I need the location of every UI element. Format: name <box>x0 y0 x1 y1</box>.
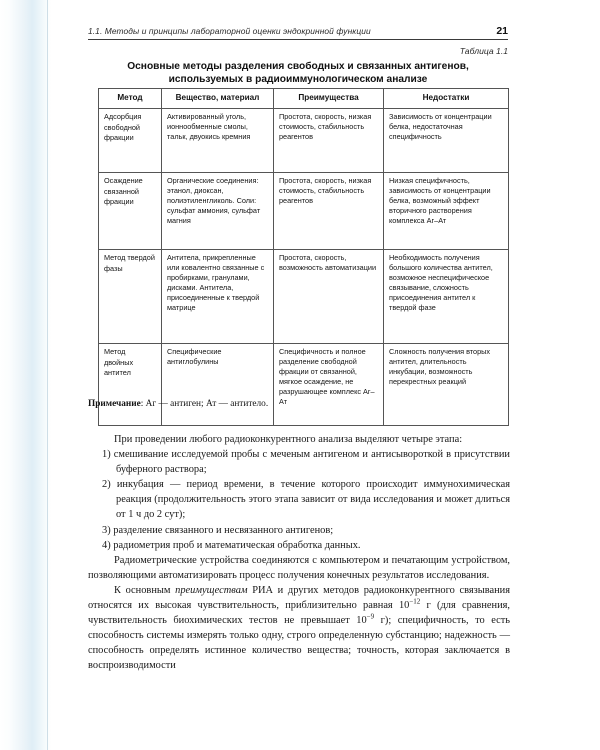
paragraph-advantages <box>88 583 510 674</box>
para3-superscript-2: −9 <box>366 612 375 621</box>
cell-disadvantages: Сложность получения вторых антител, длительность инкубации, возможность перекрестных реакций <box>384 344 509 426</box>
table-caption-line-1: Основные методы разделения свободных и связанных антигенов, <box>127 61 469 72</box>
table-caption-line-2: используемых в радиоиммунологическом анализе <box>168 74 428 85</box>
column-header-advantages: Преимущества <box>274 89 384 109</box>
running-head-title: 1.1. Методы и принципы лабораторной оценки эндокринной функции <box>88 26 371 36</box>
column-header-method: Метод <box>99 89 162 109</box>
list-item: 4) радиометрия проб и математическая обработка данных. <box>102 539 361 551</box>
list-item: 2) инкубация — период времени, в течение которого происходит иммунохимическая реакция (продолжительность этого этапа зависит от вида исследования и может длиться от 1 ч до 2 сут); <box>102 479 510 521</box>
table-row <box>99 173 509 250</box>
cell-advantages: Специфичность и полное разделение свободной фракции от связанной, мягкое осаждение, не разрушающее комплекс Аг–Ат <box>274 344 384 426</box>
cell-substance: Органические соединения: этанол, диоксан, полиэтиленгликоль. Соли: сульфат аммония, сульфат магния <box>162 173 274 250</box>
para3-segment-c: г (для сравнения, чувствительность биохимических тестов не превышает 10 <box>88 600 511 627</box>
table-header-row <box>99 89 509 109</box>
table-number-label: Таблица 1.1 <box>459 46 508 56</box>
page-number: 21 <box>496 25 508 37</box>
para3-segment-d: г); специфичность, то есть способность системы измерять только одну, строго определенную субстанцию; надежность — способность определять истинное количество вещества; точность, которая заключается в воспроизводимости <box>88 615 510 672</box>
body-text <box>88 432 510 674</box>
cell-method: Метод двойных антител <box>99 344 162 426</box>
cell-disadvantages: Необходимость получения большого количества антител, возможное неспецифическое связывание, сложность присоединения антител к твердой фазе <box>384 250 509 344</box>
cell-method: Адсорбция свободной фракции <box>99 109 162 173</box>
table-note <box>88 399 268 409</box>
list-item: 3) разделение связанного и несвязанного антигенов; <box>102 524 334 536</box>
cell-advantages: Простота, скорость, низкая стоимость, стабильность реагентов <box>274 109 384 173</box>
para3-segment-a: К основным <box>114 584 176 596</box>
running-head-rule <box>88 39 508 40</box>
cell-advantages: Простота, скорость, низкая стоимость, стабильность реагентов <box>274 173 384 250</box>
cell-method: Осаждение связанной фракции <box>99 173 162 250</box>
cell-method: Метод твердой фазы <box>99 250 162 344</box>
list-item: 1) смешивание исследуемой пробы с меченым антигеном и антисывороткой в присутствии буферного раствора; <box>102 449 510 476</box>
table-row <box>99 109 509 173</box>
cell-substance: Активированный уголь, ионнообменные смолы, тальк, двуокись кремния <box>162 109 274 173</box>
table-row <box>99 250 509 344</box>
cell-disadvantages: Низкая специфичность, зависимость от концентрации белка, возможный эффект вторичного растворения комплекса Аг–Ат <box>384 173 509 250</box>
table-note-label: Примечание <box>88 399 141 409</box>
table-row <box>99 344 509 426</box>
para3-segment-b: РИА и других методов радиоконкурентного связывания относятся их высокая чувствительность, приблизительно равная 10 <box>88 584 510 612</box>
cell-disadvantages: Зависимость от концентрации белка, недостаточная специфичность <box>384 109 509 173</box>
table-note-text: : Аг — антиген; Ат — антитело. <box>140 399 269 409</box>
paragraph-intro: При проведении любого радиоконкурентного анализа выделяют четыре этапа: <box>114 434 463 445</box>
table-caption <box>88 60 508 86</box>
column-header-disadvantages: Недостатки <box>384 89 509 109</box>
para3-emphasis: преимуществам <box>175 584 248 596</box>
methods-table <box>98 88 509 426</box>
paragraph-radiometric: Радиометрические устройства соединяются с компьютером и печатающим устройством, позволяющими автоматизировать процесс получения конечных результатов исследования. <box>88 554 510 581</box>
running-head <box>88 25 508 37</box>
column-header-substance: Вещество, материал <box>162 89 274 109</box>
cell-advantages: Простота, скорость, возможность автоматизации <box>274 250 384 344</box>
cell-substance: Антитела, прикрепленные или ковалентно связанные с пробирками, гранулами, дисками. Антитела, присоединенные к твердой матрице <box>162 250 274 344</box>
para3-superscript-1: −12 <box>409 597 421 606</box>
cell-substance: Специфические антиглобулины <box>162 344 274 426</box>
